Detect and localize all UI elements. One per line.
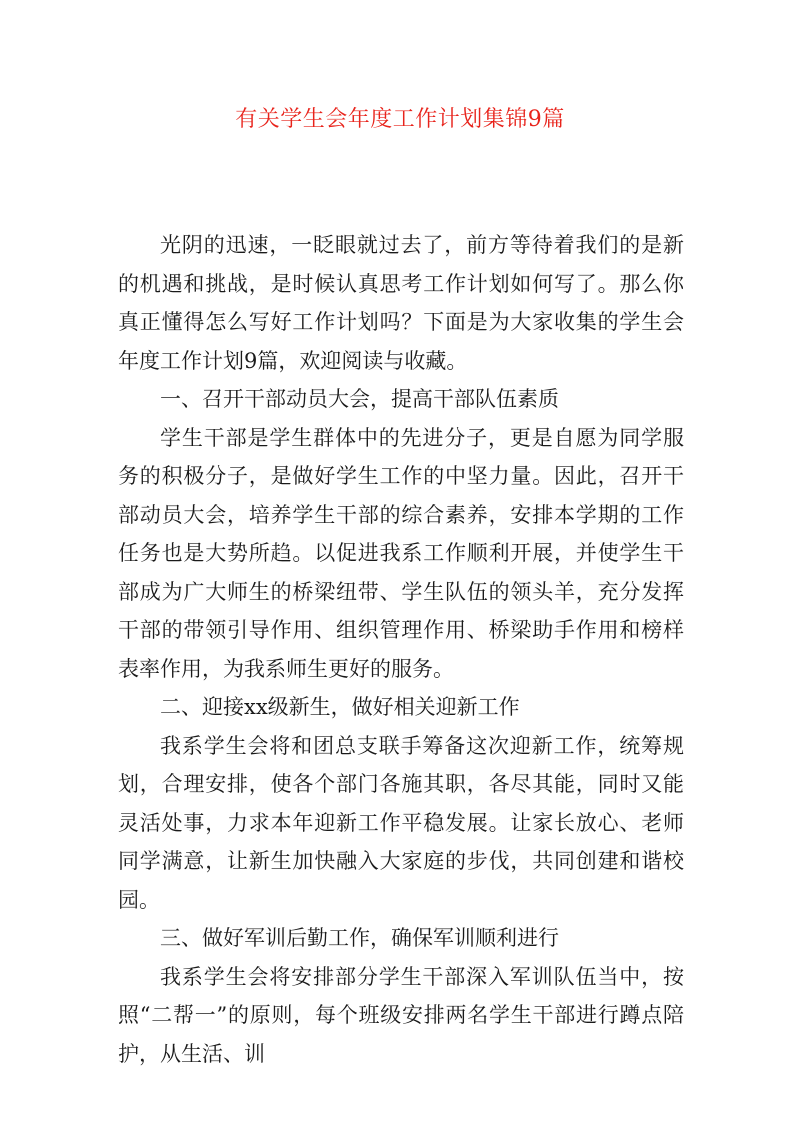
- document-title: 有关学生会年度工作计划集锦9篇: [235, 107, 565, 132]
- section-paragraph-1: 学生干部是学生群体中的先进分子，更是自愿为同学服务的积极分子，是做好学生工作的中坚力量。因此，召开干部动员大会，培养学生干部的综合素养，安排本学期的工作任务也是大势所趋。以促进我系工作顺利开展，并使学生干部成为广大师生的桥梁纽带、学生队伍的领头羊，充分发挥干部的带领引导作用、组织管理作用、桥梁助手作用和榜样表率作用，为我系师生更好的服务。: [118, 425, 684, 681]
- section-heading-3: 三、做好军训后勤工作，确保军训顺利进行: [160, 926, 559, 950]
- section-heading-1: 一、召开干部动员大会，提高干部队伍素质: [160, 387, 559, 411]
- intro-paragraph: 光阴的迅速，一眨眼就过去了，前方等待着我们的是新的机遇和挑战，是时候认真思考工作计划如何写了。那么你真正懂得怎么写好工作计划吗？下面是为大家收集的学生会年度工作计划9篇，欢迎阅读与收藏。: [118, 233, 684, 373]
- section-paragraph-2: 我系学生会将和团总支联手筹备这次迎新工作，统筹规划，合理安排，使各个部门各施其职，各尽其能，同时又能灵活处事，力求本年迎新工作平稳发展。让家长放心、老师同学满意，让新生加快融入大家庭的步伐，共同创建和谐校园。: [118, 733, 684, 912]
- section-paragraph-3: 我系学生会将安排部分学生干部深入军训队伍当中，按照“二帮一”的原则，每个班级安排两名学生干部进行蹲点陪护，从生活、训: [118, 964, 684, 1066]
- section-heading-2: 二、迎接xx级新生，做好相关迎新工作: [160, 695, 520, 719]
- document-body: [118, 226, 684, 1073]
